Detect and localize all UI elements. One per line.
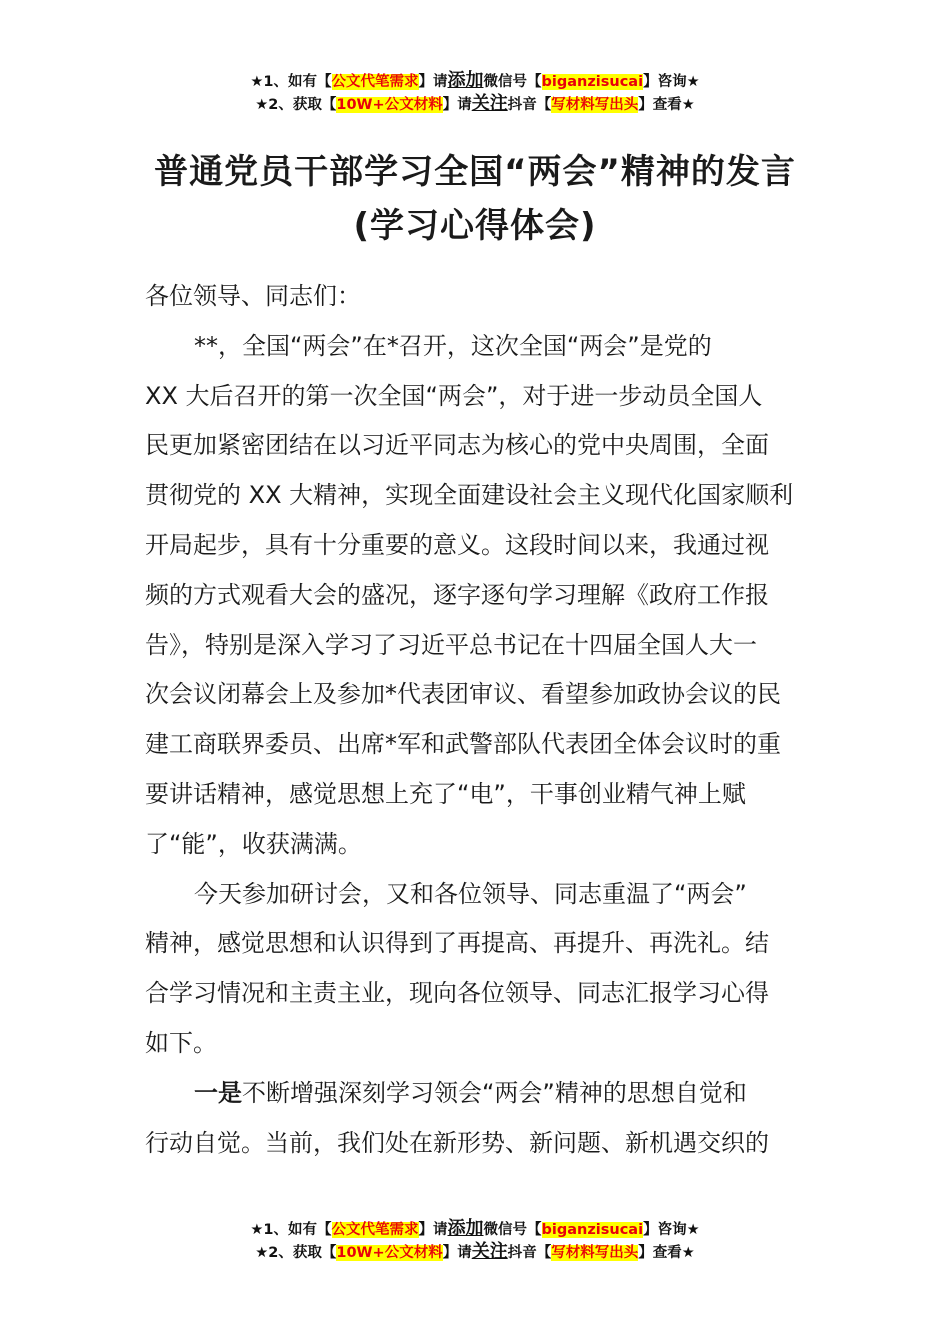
banner-line-2 xyxy=(0,93,950,116)
body-line: 次会议闭幕会上及参加*代表团审议、看望参加政协会议的民 xyxy=(145,680,781,709)
document-title xyxy=(0,145,950,253)
banner-highlight: 公文代笔需求 xyxy=(331,1222,419,1238)
body-line: 开局起步，具有十分重要的意义。这段时间以来，我通过视 xyxy=(145,530,769,559)
body-line: 如下。 xyxy=(145,1028,217,1057)
body-line: 要讲话精神，感觉思想上充了“电”，干事创业精气神上赋 xyxy=(145,779,746,808)
body-line: 贯彻党的 XX 大精神，实现全面建设社会主义现代化国家顺利 xyxy=(145,481,794,510)
body-line: 告》，特别是深入学习了习近平总书记在十四届全国人大一 xyxy=(145,630,757,659)
banner-text: 】请 xyxy=(418,1222,448,1238)
banner-highlight: 写材料写出头 xyxy=(551,97,639,113)
body-line-first-point xyxy=(145,1069,809,1119)
banner-line-2 xyxy=(0,1241,950,1264)
body-line: 行动自觉。当前，我们处在新形势、新问题、新机遇交织的 xyxy=(145,1128,769,1157)
body-line: 精神，感觉思想和认识得到了再提高、再提升、再洗礼。结 xyxy=(145,929,769,958)
banner-emphasis: 添加 xyxy=(447,70,484,91)
footer-banner xyxy=(0,1218,950,1264)
body-line: 合学习情况和主责主业，现向各位领导、同志汇报学习心得 xyxy=(145,979,769,1008)
banner-text: 】咨询★ xyxy=(643,74,700,90)
salutation: 各位领导、同志们： xyxy=(145,282,361,310)
banner-text: 】咨询★ xyxy=(643,1222,700,1238)
body-line: 建工商联界委员、出席*军和武警部队代表团全体会议时的重 xyxy=(145,730,781,759)
title-line-2: (学习心得体会) xyxy=(353,206,597,246)
body-line: 了“能”，收获满满。 xyxy=(145,829,362,858)
banner-line-1 xyxy=(0,1218,950,1241)
banner-emphasis: 添加 xyxy=(447,1218,484,1239)
banner-emphasis: 关注 xyxy=(471,93,508,114)
banner-text: 微信号【 xyxy=(483,1222,542,1238)
banner-text: 抖音【 xyxy=(507,97,552,113)
header-banner xyxy=(0,70,950,116)
banner-text: 】查看★ xyxy=(638,97,695,113)
banner-highlight: biganzisucai xyxy=(541,74,644,90)
banner-line-1 xyxy=(0,70,950,93)
banner-text: 】请 xyxy=(418,74,448,90)
title-line-1: 普通党员干部学习全国“两会”精神的发言 xyxy=(154,152,796,192)
body-line: 频的方式观看大会的盛况，逐字逐句学习理解《政府工作报 xyxy=(145,580,769,609)
banner-text: ★1、如有【 xyxy=(250,74,332,90)
banner-text: ★1、如有【 xyxy=(250,1222,332,1238)
banner-text: 】请 xyxy=(442,1245,472,1261)
banner-highlight: 写材料写出头 xyxy=(551,1245,639,1261)
body-line: 民更加紧密团结在以习近平同志为核心的党中央周围，全面 xyxy=(145,431,769,460)
banner-highlight: 公文代笔需求 xyxy=(331,74,419,90)
bold-lead: 一是 xyxy=(194,1078,242,1107)
banner-text: 微信号【 xyxy=(483,74,542,90)
banner-highlight: 10W+公文材料 xyxy=(336,1245,443,1261)
document-body xyxy=(145,272,809,1168)
banner-emphasis: 关注 xyxy=(471,1241,508,1262)
body-line-text: 不断增强深刻学习领会“两会”精神的思想自觉和 xyxy=(242,1078,747,1107)
body-line: **，全国“两会”在*召开，这次全国“两会”是党的 xyxy=(194,331,712,360)
body-line: XX 大后召开的第一次全国“两会”，对于进一步动员全国人 xyxy=(145,381,763,410)
banner-highlight: biganzisucai xyxy=(541,1222,644,1238)
banner-text: 】请 xyxy=(442,97,472,113)
banner-highlight: 10W+公文材料 xyxy=(336,97,443,113)
banner-text: 】查看★ xyxy=(638,1245,695,1261)
banner-text: ★2、获取【 xyxy=(255,97,337,113)
banner-text: ★2、获取【 xyxy=(255,1245,337,1261)
banner-text: 抖音【 xyxy=(507,1245,552,1261)
body-line: 今天参加研讨会，又和各位领导、同志重温了“两会” xyxy=(194,879,747,908)
